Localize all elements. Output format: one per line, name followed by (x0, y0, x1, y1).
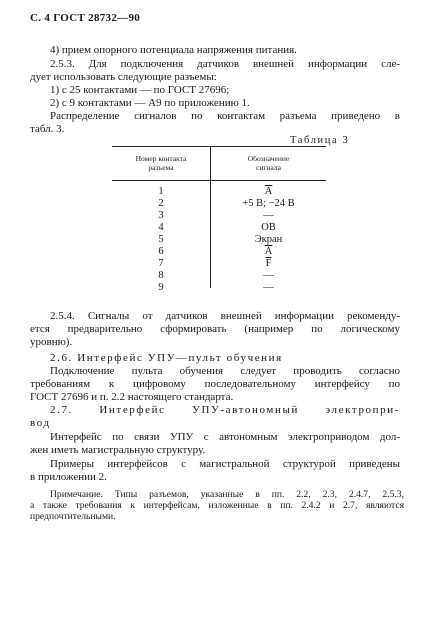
section-2-7-heading-line2: вод (30, 417, 51, 429)
paragraph-examples-line1: Примеры интерфейсов с магистральной структурой приведены (50, 458, 400, 470)
note-line2: а также требования к интерфейсам, изложенные в пп. 2.4.2 и 2.7, являются (30, 500, 404, 511)
paragraph-distribution-line1: Распределение сигналов по контактам разъема приведено в (50, 110, 400, 122)
page-header: С. 4 ГОСТ 28732—90 (30, 12, 141, 24)
paragraph-2-5-3-line1: 2.5.3. Для подключения датчиков внешней информации сле- (50, 58, 400, 70)
paragraph-distribution-line2: табл. 3. (30, 123, 65, 135)
table-cell-num: 9 (158, 282, 164, 293)
paragraph-2-6-line3: ГОСТ 27696 и п. 2.2 настоящего стандарта. (30, 391, 234, 403)
table-cell-num: 7 (158, 258, 164, 269)
table-cell-num: 4 (158, 222, 164, 233)
table-top-rule (112, 146, 326, 147)
table-cell-num: 5 (158, 234, 164, 245)
paragraph-2-5-3-line2: дует использовать следующие разъемы: (30, 71, 217, 83)
header-col2-line1: Обозначение (247, 154, 290, 163)
table-cell-sig: Экран (254, 234, 283, 245)
table-cell-sig: — (263, 282, 274, 293)
paragraph-4: 4) прием опорного потенциала напряжения питания. (50, 44, 297, 56)
section-2-6-heading: 2.6. Интерфейс УПУ—пульт обучения (50, 352, 283, 364)
paragraph-2-7-line2: жен иметь магистральную структуру. (30, 444, 206, 456)
table-cell-num: 2 (158, 198, 164, 209)
table-cell-sig: — (263, 270, 274, 281)
list-item-1: 1) с 25 контактами — по ГОСТ 27696; (50, 84, 230, 96)
note-line3: предпочтительными. (30, 511, 116, 522)
table-3 (112, 146, 326, 293)
paragraph-2-6-line2: требованиям к цифровому последовательному интерфейсу по (30, 378, 400, 390)
paragraph-2-5-4-line2: ется предварительно сформировать (например по логическому (30, 323, 400, 335)
list-item-2: 2) с 9 контактами — А9 по приложению 1. (50, 97, 250, 109)
table-cell-num: 6 (158, 246, 164, 257)
table-cell-sig: $\overline{F}$ (265, 258, 272, 269)
table-cell-sig: OB (261, 222, 276, 233)
table-cell-num: 1 (158, 186, 164, 197)
table-header-rule (112, 180, 326, 181)
table-cell-num: 3 (158, 210, 164, 221)
table-caption: Таблица 3 (290, 135, 350, 146)
table-cell-sig: $\overline{A}$ (264, 186, 273, 197)
header-col1-line1: Номер контакта (135, 154, 187, 163)
table-cell-sig: $\overline{A}$ (264, 246, 273, 257)
note-line1: Примечание. Типы разъемов, указанные в пп. 2.2, 2.3, 2.4.7, 2.5.3, (50, 489, 404, 500)
header-col1-line2: разъема (148, 163, 174, 172)
table-cell-num: 8 (158, 270, 164, 281)
paragraph-2-6-line1: Подключение пульта обучения следует проводить согласно (50, 365, 400, 377)
paragraph-2-5-4-line3: уровню). (30, 336, 73, 348)
paragraph-2-7-line1: Интерфейс по связи УПУ с автономным электроприводом дол- (50, 431, 400, 443)
header-col2-line2: сигнала (256, 163, 281, 172)
section-2-7-heading-line1: 2.7. Интерфейс УПУ-автономный электропри- (50, 404, 400, 416)
paragraph-examples-line2: в приложении 2. (30, 471, 107, 483)
table-cell-sig: — (263, 210, 274, 221)
table-cell-sig: +5 В; −24 В (242, 198, 295, 209)
paragraph-2-5-4-line1: 2.5.4. Сигналы от датчиков внешней информации рекоменду- (50, 310, 400, 322)
